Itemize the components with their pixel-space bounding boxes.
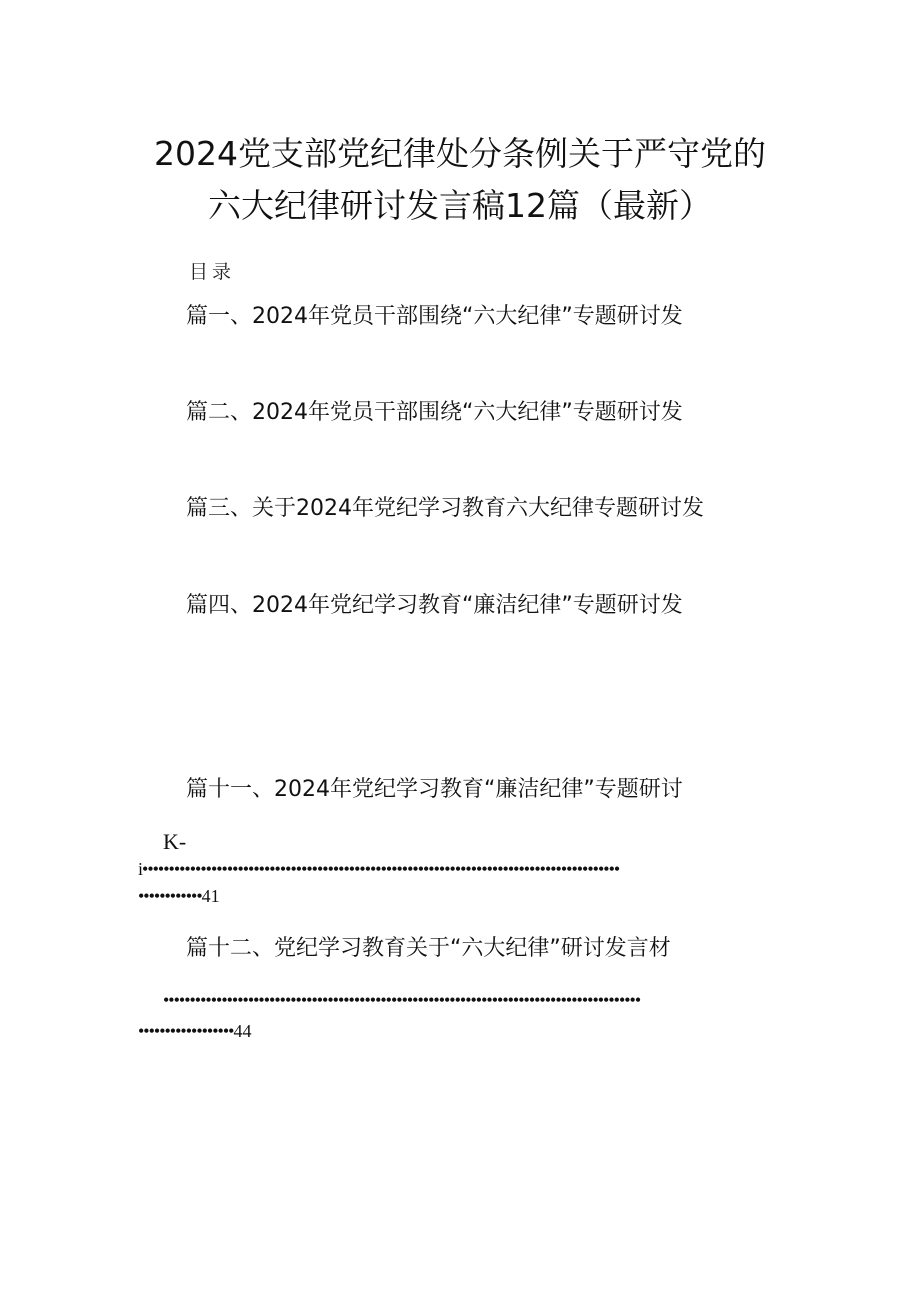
toc-item-11-leader-prefix: i — [138, 859, 143, 879]
toc-item-11-fragment: K- — [163, 829, 187, 854]
document-title-line-1: 2024党支部党纪律处分条例关于严守党的 — [154, 134, 766, 173]
toc-item-11-page: 41 — [201, 886, 220, 906]
leader-dots: •••••••••••••••••• — [138, 1021, 234, 1041]
toc-item-12-leader — [163, 988, 783, 1012]
toc-heading: 目录 — [189, 261, 236, 283]
leader-dots: •••••••••••• — [138, 886, 202, 906]
leader-dots: •••••••••••••••••••••••••••••••••••••••••••••••••••••••••••••••••••••••••••••••••••••••••• — [163, 990, 641, 1010]
document-title-line-2: 六大纪律研讨发言稿12篇（最新） — [208, 186, 712, 225]
toc-item-12-leader-end — [138, 1019, 318, 1043]
document-title — [0, 128, 920, 232]
toc-item-11-leader-end — [138, 884, 278, 908]
leader-dots: •••••••••••••••••••••••••••••••••••••••••••••••••••••••••••••••••••••••••••••••••••••••••• — [142, 859, 620, 879]
toc-item-11[interactable]: 篇十一、2024年党纪学习教育“廉洁纪律”专题研讨 — [186, 777, 683, 802]
toc-item-3[interactable]: 篇三、关于2024年党纪学习教育六大纪律专题研讨发 — [186, 496, 704, 521]
toc-item-2[interactable]: 篇二、2024年党员干部围绕“六大纪律”专题研讨发 — [186, 400, 683, 425]
toc-item-4[interactable]: 篇四、2024年党纪学习教育“廉洁纪律”专题研讨发 — [186, 593, 683, 618]
toc-item-11-leader — [138, 857, 778, 881]
toc-item-12[interactable]: 篇十二、党纪学习教育关于“六大纪律”研讨发言材 — [186, 936, 671, 961]
toc-item-12-page: 44 — [233, 1021, 252, 1041]
toc-item-1[interactable]: 篇一、2024年党员干部围绕“六大纪律”专题研讨发 — [186, 304, 683, 329]
